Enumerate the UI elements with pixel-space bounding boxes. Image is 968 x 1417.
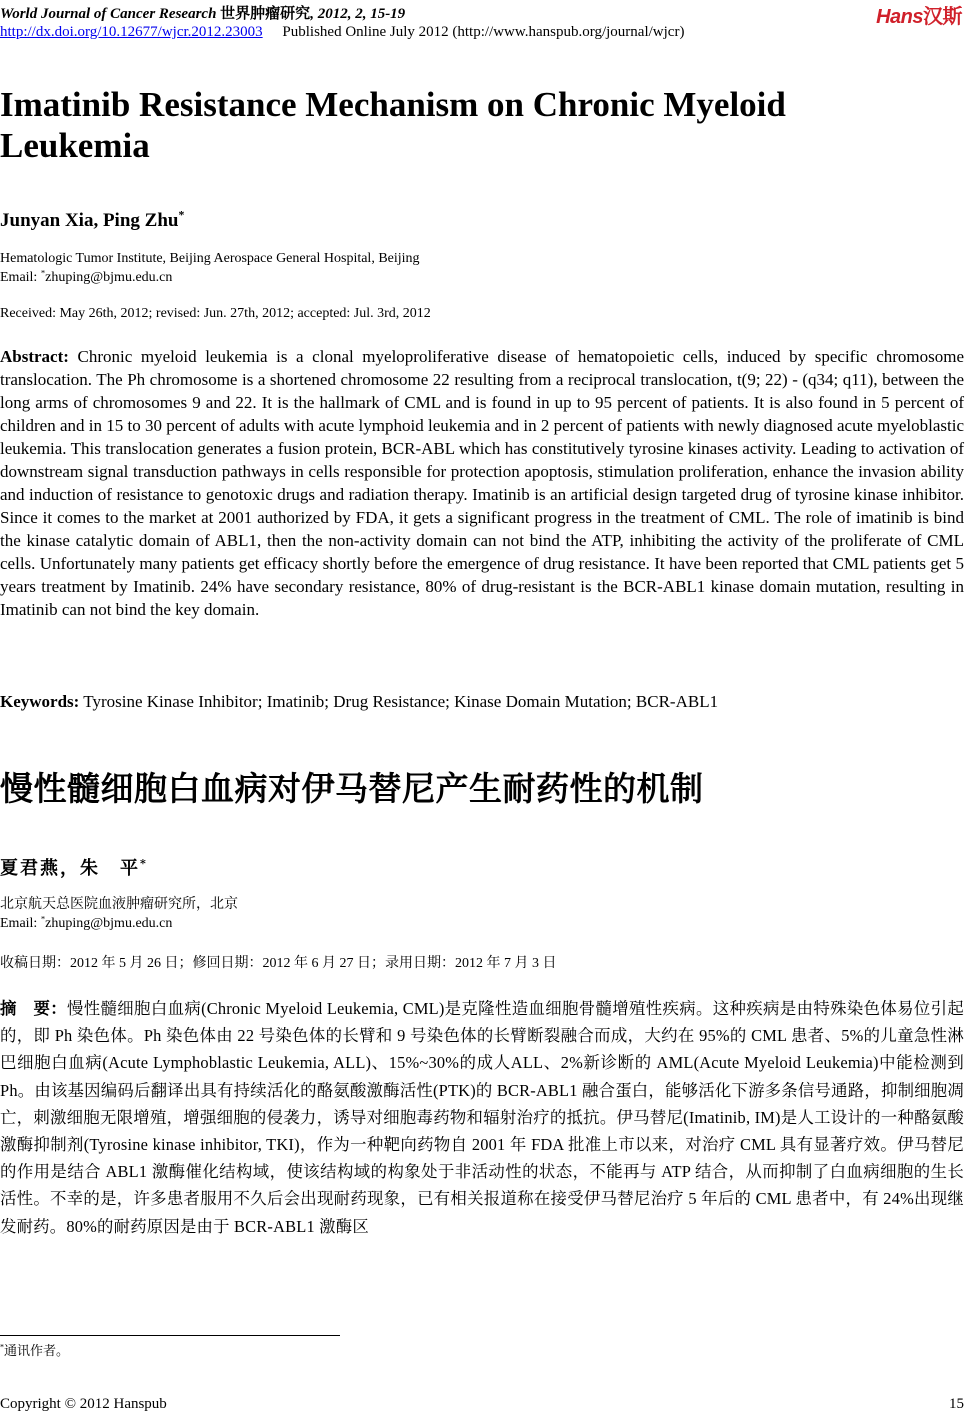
- corresponding-mark: *: [178, 208, 185, 222]
- received-dates-cn: 收稿日期：2012 年 5 月 26 日；修回日期：2012 年 6 月 27 日；录用日期：2012 年 7 月 3 日: [0, 956, 557, 971]
- keywords-text-en: Tyrosine Kinase Inhibitor; Imatinib; Drug Resistance; Kinase Domain Mutation; BCR-ABL1: [83, 692, 719, 711]
- abstract-text-en: Chronic myeloid leukemia is a clonal myeloproliferative disease of hematopoietic cells, induced by specific chromosome translocation. The Ph chromosome is a shortened chromosome 22 resulting from a reciprocal translocation, t(9; 22) - (q34; q11), between the long arms of chromosomes 9 and 22. It is the hallmark of CML and is found in up to 95 percent of patients. It is also found in 5 percent of children and in 15 to 30 percent of adults with acute lymphoid leukemia and in 2 percent of patients with newly diagnosed acute myeloblastic leukemia. This translocation generates a fusion protein, BCR-ABL which has constitutively tyrosine kinases activity. Leading to activation of downstream signal transduction pathways in cells responsible for protection apoptosis, stimulation proliferation, enhance the invasion ability and induction of resistance to genotoxic drugs and radiation therapy. Imatinib is an artificial design targeted drug of tyrosine kinase inhibitor. Since it comes to the market at 2001 authorized by FDA, it gets a significant progress in the treatment of CML. The role of imatinib is bind the kinase catalytic domain of ABL1, then the non-activity domain can not bind the ATP, inhibiting the activity of the proliferate of CML cells. Unfortunately many patients get efficacy shortly before the emergence of drug resistance. It have been reported that CML patients get 5 years treatment by Imatinib. 24% have secondary resistance, 80% of drug-resistant is the BCR-ABL1 kinase domain mutation, resulting in Imatinib can not bind the key domain.: [0, 347, 965, 619]
- page-number: 15: [949, 1396, 964, 1412]
- paper-title-en: Imatinib Resistance Mechanism on Chronic Myeloid Leukemia: [0, 85, 786, 165]
- affiliation-cn: 北京航天总医院血液肿瘤研究所，北京: [0, 897, 238, 912]
- email-en: [0, 268, 420, 287]
- paper-title-cn: 慢性髓细胞白血病对伊马替尼产生耐药性的机制: [0, 769, 704, 808]
- keywords-en: [0, 690, 718, 713]
- keywords-label-en: Keywords:: [0, 692, 80, 711]
- authors-en: [0, 210, 184, 232]
- abstract-cn: [0, 995, 964, 1240]
- doi-link[interactable]: http://dx.doi.org/10.12677/wjcr.2012.23003: [0, 24, 263, 40]
- corresponding-mark-cn: *: [140, 857, 148, 870]
- journal-name-cn: 世界肿瘤研究: [220, 6, 311, 22]
- abstract-label-en: Abstract:: [0, 347, 69, 366]
- email-mark: *: [40, 267, 46, 278]
- journal-name: World Journal of Cancer Research: [0, 6, 217, 22]
- hans-logo: [876, 0, 962, 29]
- journal-citation: , 2012, 2, 15-19: [310, 6, 406, 22]
- logo-text-en: Hans: [876, 6, 923, 28]
- email-cn: [0, 914, 238, 933]
- email-address-cn[interactable]: zhuping@bjmu.edu.cn: [45, 916, 173, 931]
- affiliation-en: Hematologic Tumor Institute, Beijing Aerospace General Hospital, Beijing: [0, 251, 420, 266]
- affiliation-cn-block: [0, 895, 238, 933]
- email-label: Email:: [0, 270, 41, 285]
- footnote-mark: *: [0, 1342, 5, 1352]
- affiliation-en-block: [0, 249, 420, 287]
- journal-header: [0, 2, 405, 23]
- author-names-en: Junyan Xia, Ping Zhu: [0, 210, 179, 231]
- email-address[interactable]: zhuping@bjmu.edu.cn: [45, 270, 173, 285]
- footnote: [0, 1340, 69, 1359]
- footnote-divider: [0, 1335, 340, 1336]
- author-names-cn: 夏君燕，朱 平: [0, 858, 140, 879]
- copyright: Copyright © 2012 Hanspub: [0, 1396, 167, 1412]
- published-online: Published Online July 2012 (http://www.hanspub.org/journal/wjcr): [282, 24, 685, 40]
- email-mark-cn: *: [40, 913, 46, 924]
- header-doi-line: [0, 24, 684, 41]
- authors-cn: [0, 854, 148, 880]
- abstract-en: [0, 345, 964, 621]
- abstract-text-cn: 慢性髓细胞白血病(Chronic Myeloid Leukemia, CML)是克隆性造血细胞骨髓增殖性疾病。这种疾病是由特殊染色体易位引起的，即 Ph 染色体。Ph 染色体由 22 号染色体的长臂和 9 号染色体的长臂断裂融合而成，大约在 95%的 CML 患者、5%的儿童急性淋巴细胞白血病(Acute Lymphoblastic Leukemia, ALL)、15%~30%的成人ALL、2%新诊断的 AML(Acute Myeloid Leukemia)中能检测到 Ph。由该基因编码后翻译出具有持续活化的酪氨酸激酶活性(PTK)的 BCR-ABL1 融合蛋白，能够活化下游多条信号通路，抑制细胞凋亡，刺激细胞无限增殖，增强细胞的侵袭力，诱导对细胞毒药物和辐射治疗的抵抗。伊马替尼(Imatinib, IM)是人工设计的一种酪氨酸激酶抑制剂(Tyrosine kinase inhibitor, TKI)，作为一种靶向药物自 2001 年 FDA 批准上市以来，对治疗 CML 具有显著疗效。伊马替尼的作用是结合 ABL1 激酶催化结构域，使该结构域的构象处于非活动性的状态，不能再与 ATP 结合，从而抑制了白血病细胞的生长活性。不幸的是，许多患者服用不久后会出现耐药现象，已有相关报道称在接受伊马替尼治疗 5 年后的 CML 患者中，有 24%出现继发耐药。80%的耐药原因是由于 BCR-ABL1 激酶区: [0, 999, 964, 1236]
- email-label-cn: Email:: [0, 916, 41, 931]
- abstract-label-cn: 摘 要：: [0, 999, 68, 1018]
- received-dates-en: Received: May 26th, 2012; revised: Jun. 27th, 2012; accepted: Jul. 3rd, 2012: [0, 306, 431, 321]
- logo-text-cn: 汉斯: [923, 6, 962, 28]
- footnote-text: 通讯作者。: [4, 1343, 70, 1358]
